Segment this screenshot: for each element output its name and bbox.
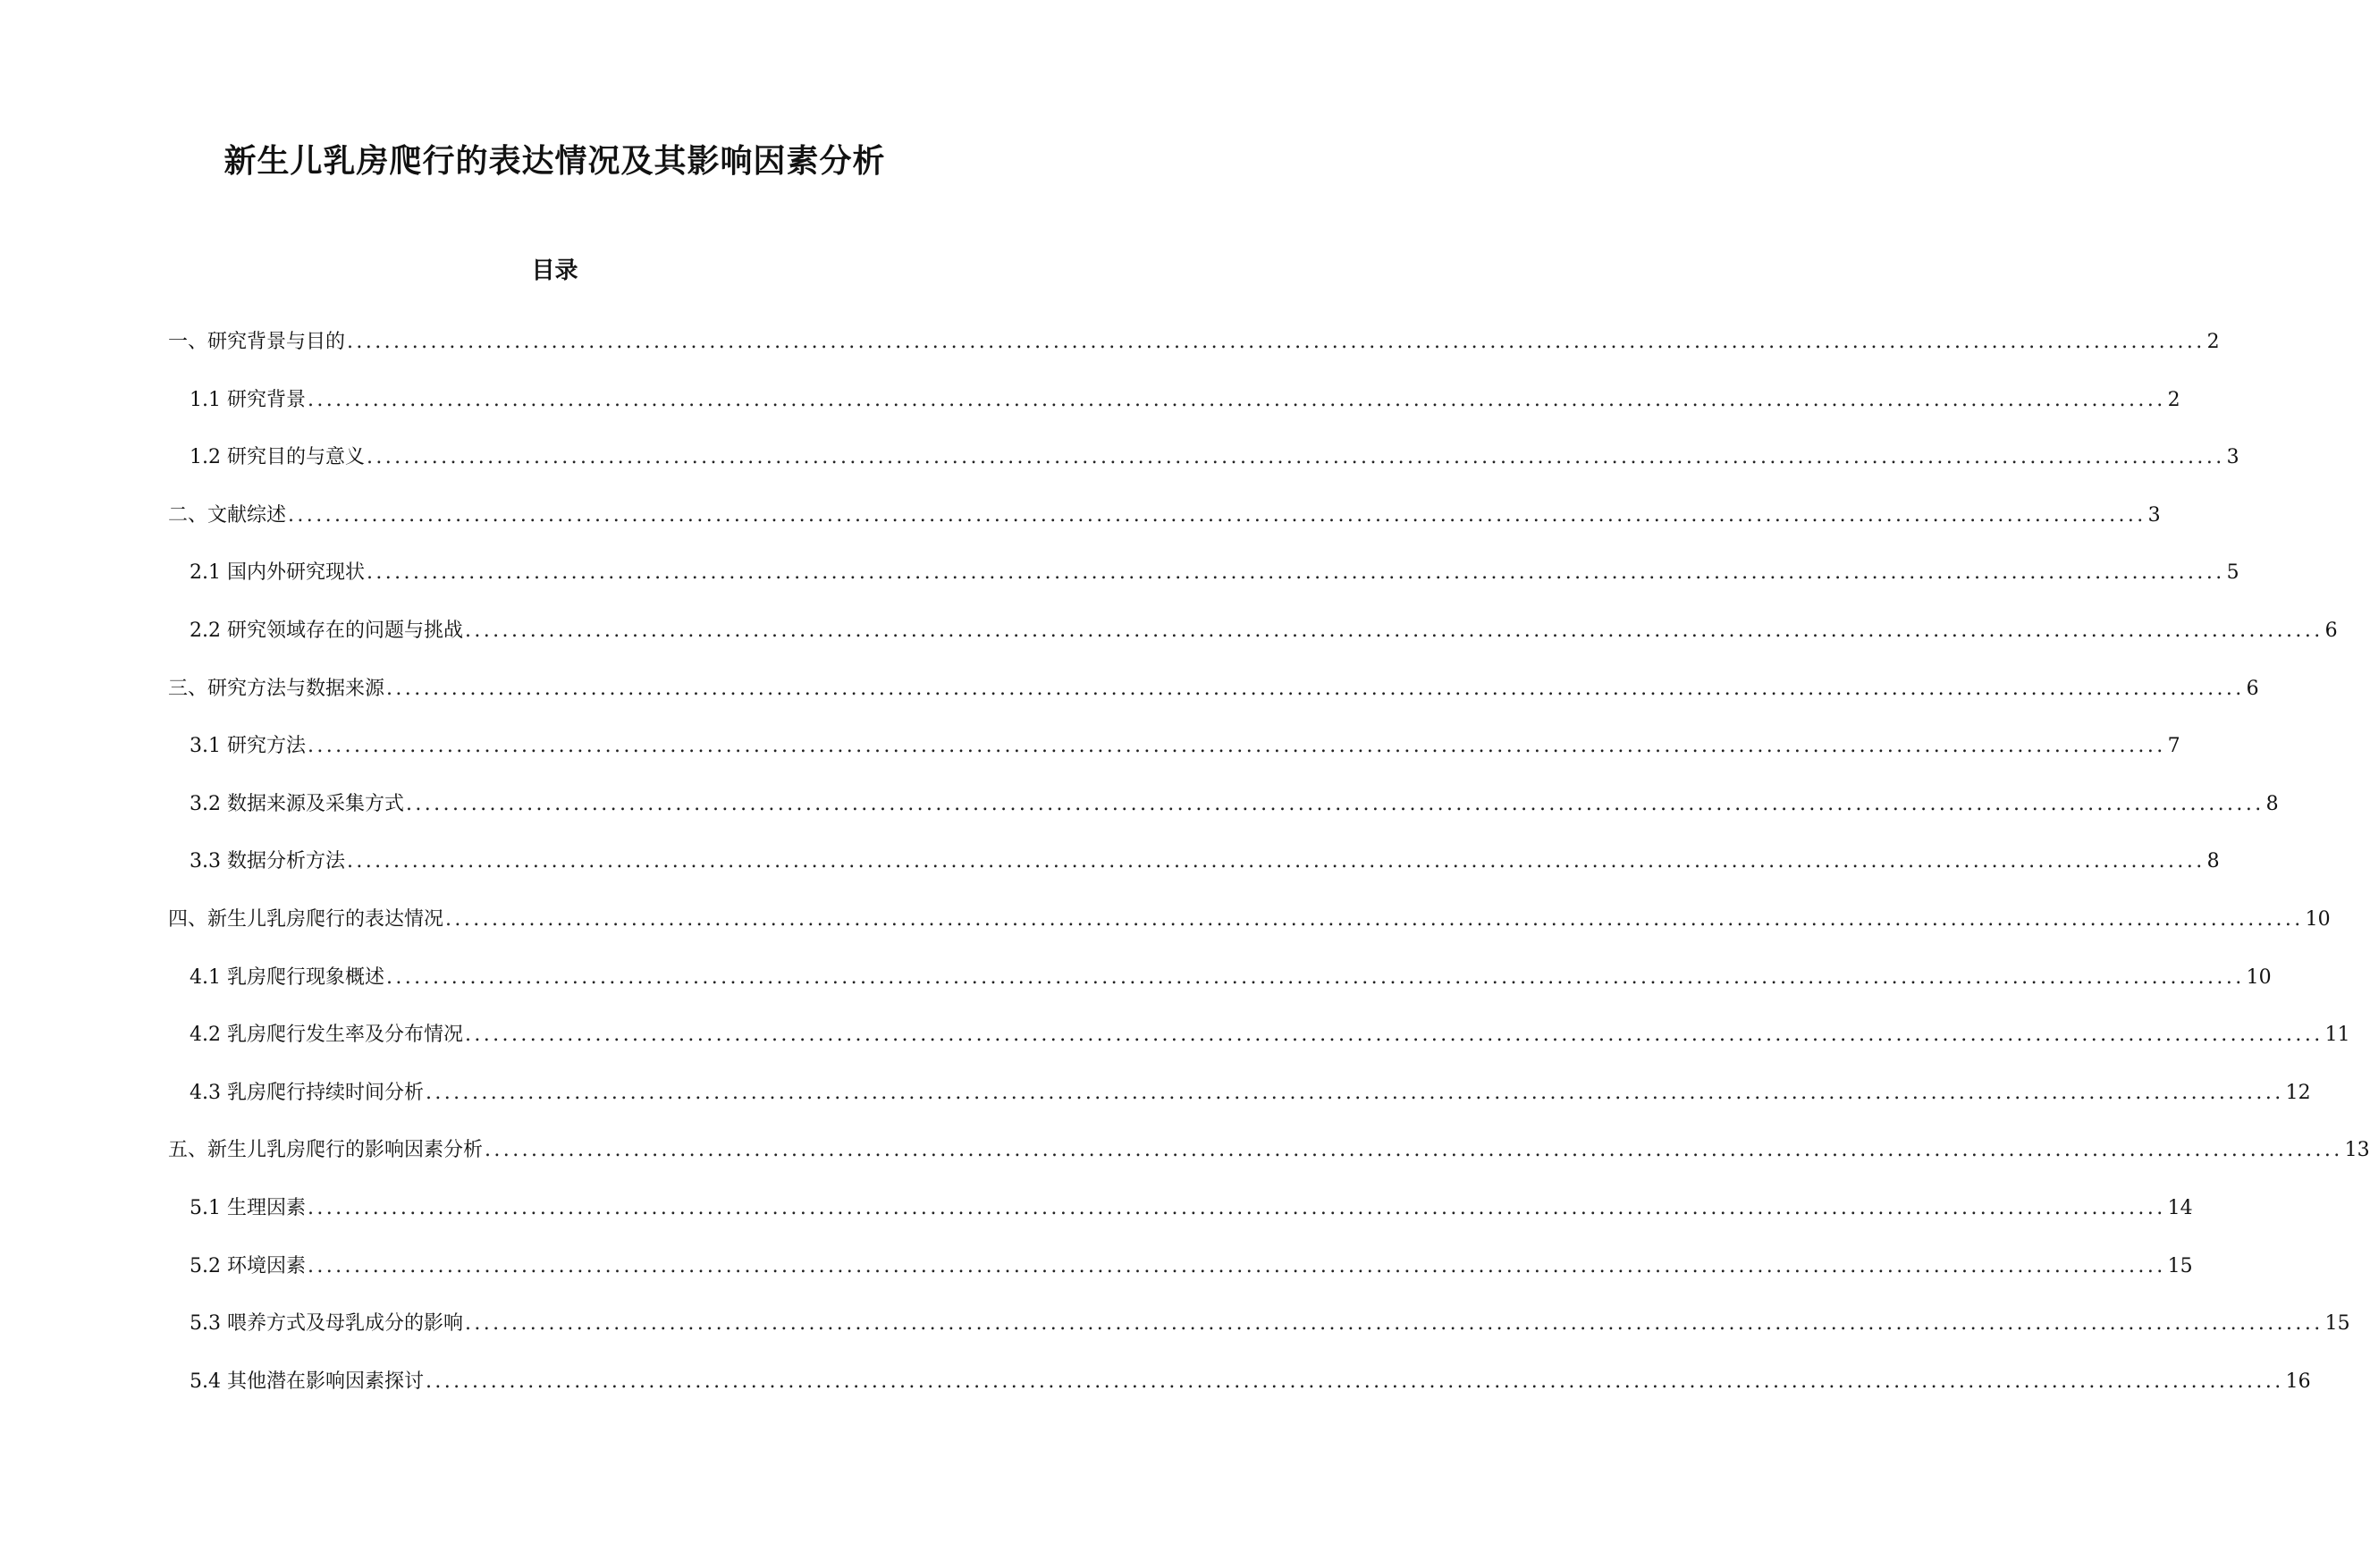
toc-entry-label: 二、文献综述: [168, 503, 287, 527]
toc-dot-leader: ........................................................................................................................................................................................................: [464, 1024, 2324, 1047]
document-title: 新生儿乳房爬行的表达情况及其影响因素分析: [224, 142, 886, 180]
toc-entry-page-number: 7: [2167, 735, 2180, 758]
toc-entry-label: 1.1 研究背景: [190, 388, 306, 411]
toc-dot-leader: ........................................................................................................................................................................................................: [366, 561, 2225, 585]
toc-entry-page-number: 14: [2167, 1197, 2193, 1219]
toc-entry-label: 1.2 研究目的与意义: [190, 446, 365, 469]
toc-entry-page-number: 12: [2285, 1081, 2311, 1104]
toc-entry-label: 5.4 其他潜在影响因素探讨: [190, 1370, 424, 1393]
toc-entry[interactable]: [190, 1080, 2311, 1107]
toc-dot-leader: ........................................................................................................................................................................................................: [346, 850, 2206, 873]
toc-entry-label: 2.1 国内外研究现状: [190, 561, 365, 585]
toc-dot-leader: ........................................................................................................................................................................................................: [307, 735, 2166, 758]
toc-entry[interactable]: [190, 1195, 2193, 1222]
toc-dot-leader: ........................................................................................................................................................................................................: [425, 1370, 2284, 1393]
toc-entry-label: 4.2 乳房爬行发生率及分布情况: [190, 1024, 463, 1047]
toc-entry-page-number: 8: [2265, 792, 2279, 815]
toc-entry[interactable]: [190, 1369, 2311, 1395]
toc-dot-leader: ........................................................................................................................................................................................................: [385, 965, 2245, 989]
toc-entry[interactable]: [190, 965, 2272, 991]
toc-dot-leader: ........................................................................................................................................................................................................: [445, 908, 2304, 931]
toc-entry-page-number: 16: [2285, 1370, 2311, 1393]
toc-dot-leader: ........................................................................................................................................................................................................: [307, 1254, 2166, 1277]
toc-entry-page-number: 15: [2324, 1312, 2350, 1336]
toc-entry-page-number: 2: [2167, 388, 2180, 411]
toc-dot-leader: ........................................................................................................................................................................................................: [288, 503, 2146, 527]
toc-entry-page-number: 11: [2324, 1024, 2350, 1047]
toc-entry-label: 3.2 数据来源及采集方式: [190, 792, 404, 815]
toc-entry-page-number: 5: [2226, 561, 2239, 585]
toc-entry-page-number: 13: [2344, 1139, 2370, 1162]
toc-entry[interactable]: [190, 1022, 2350, 1049]
toc-entry-label: 4.1 乳房爬行现象概述: [190, 965, 384, 989]
toc-dot-leader: ........................................................................................................................................................................................................: [464, 620, 2324, 642]
toc-entry-label: 2.2 研究领域存在的问题与挑战: [190, 620, 463, 642]
toc-entry[interactable]: [190, 733, 2180, 760]
toc-entry-page-number: 3: [2147, 503, 2161, 527]
toc-dot-leader: ........................................................................................................................................................................................................: [307, 388, 2166, 411]
toc-heading: 目录: [531, 257, 578, 284]
toc-entry-label: 3.3 数据分析方法: [190, 850, 345, 873]
toc-dot-leader: ........................................................................................................................................................................................................: [366, 446, 2225, 469]
toc-entry-page-number: 10: [2246, 965, 2272, 989]
toc-entry[interactable]: [190, 1311, 2350, 1337]
toc-entry-label: 5.2 环境因素: [190, 1254, 306, 1277]
toc-entry-page-number: 8: [2206, 850, 2220, 873]
toc-entry-page-number: 6: [2246, 677, 2259, 700]
toc-entry-label: 四、新生儿乳房爬行的表达情况: [168, 908, 444, 931]
toc-entry-page-number: 15: [2167, 1254, 2193, 1277]
toc-dot-leader: ........................................................................................................................................................................................................: [464, 1312, 2324, 1336]
toc-dot-leader: ........................................................................................................................................................................................................: [347, 331, 2206, 353]
toc-dot-leader: ........................................................................................................................................................................................................: [307, 1197, 2166, 1219]
toc-entry[interactable]: [168, 502, 2161, 529]
toc-entry-page-number: 3: [2226, 446, 2239, 469]
toc-entry-label: 3.1 研究方法: [190, 735, 306, 758]
toc-entry[interactable]: [190, 387, 2180, 414]
toc-entry[interactable]: [168, 676, 2259, 703]
toc-entry-page-number: 6: [2324, 620, 2338, 642]
toc-entry-label: 三、研究方法与数据来源: [168, 677, 385, 700]
toc-entry[interactable]: [190, 848, 2220, 875]
toc-entry[interactable]: [168, 1137, 2370, 1164]
toc-entry[interactable]: [190, 444, 2239, 471]
toc-entry-label: 五、新生儿乳房爬行的影响因素分析: [168, 1139, 484, 1162]
toc-dot-leader: ........................................................................................................................................................................................................: [405, 792, 2265, 815]
toc-dot-leader: ........................................................................................................................................................................................................: [425, 1081, 2284, 1104]
toc-entry[interactable]: [190, 791, 2279, 818]
toc-dot-leader: ........................................................................................................................................................................................................: [485, 1139, 2343, 1162]
toc-entry[interactable]: [190, 560, 2239, 586]
toc-entry[interactable]: [168, 329, 2220, 356]
toc-entry-label: 5.1 生理因素: [190, 1197, 306, 1219]
toc-entry[interactable]: [190, 618, 2338, 645]
toc-dot-leader: ........................................................................................................................................................................................................: [386, 677, 2245, 700]
toc-entry-label: 4.3 乳房爬行持续时间分析: [190, 1081, 424, 1104]
toc-entry-page-number: 2: [2206, 331, 2220, 353]
toc-entry[interactable]: [168, 906, 2331, 933]
toc-entry-label: 一、研究背景与目的: [168, 331, 346, 353]
toc-entry-label: 5.3 喂养方式及母乳成分的影响: [190, 1312, 463, 1336]
toc-entry[interactable]: [190, 1253, 2193, 1280]
toc-entry-page-number: 10: [2305, 908, 2331, 931]
